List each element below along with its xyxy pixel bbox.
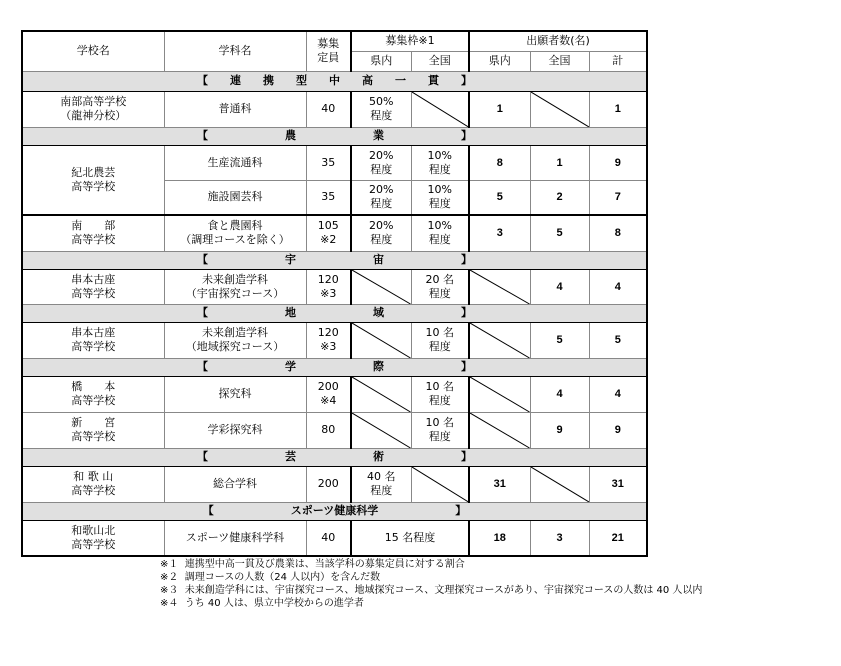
school-name: 和 歌 山 高等学校 [22, 466, 164, 502]
header-quota: 募集枠※1 [351, 31, 469, 51]
quota-nation: 10% 程度 [411, 145, 469, 180]
section-header: 【 地 域 】 [22, 304, 647, 322]
table-row [22, 215, 647, 251]
applicants-total: 8 [589, 215, 647, 251]
footnote-1: ※１ 連携型中高一貫及び農業は、当該学科の募集定員に対する割合 [160, 559, 465, 570]
applicants-total: 21 [589, 520, 647, 556]
applicants-pref: 1 [469, 91, 530, 127]
dept-name: スポーツ健康科学科 [164, 520, 306, 556]
capacity: 80 [306, 412, 351, 448]
header-school: 学校名 [22, 31, 164, 71]
applicants-table [21, 30, 648, 557]
dept-name: 学彩探究科 [164, 412, 306, 448]
quota-pref-na [351, 269, 411, 304]
quota-nation: 10 名 程度 [411, 322, 469, 358]
quota-pref: 50% 程度 [351, 91, 411, 127]
footnotes [160, 558, 702, 610]
school-name: 南部高等学校 （龍神分校） [22, 91, 164, 127]
capacity: 40 [306, 91, 351, 127]
applicants-total: 4 [589, 376, 647, 412]
header-app-pref: 県内 [469, 51, 530, 71]
dept-name: 生産流通科 [164, 145, 306, 180]
footnote-3: ※３ 未来創造学科には、宇宙探究コース、地域探究コース、文理探究コースがあり、宇宙探究コースの人数は 40 人以内 [160, 585, 703, 596]
applicants-pref: 8 [469, 145, 530, 180]
dept-name: 未来創造学科 （地域探究コース） [164, 322, 306, 358]
footnote-2: ※２ 調理コースの人数（24 人以内）を含んだ数 [160, 572, 381, 583]
applicants-nation-na [530, 91, 589, 127]
table-row [22, 145, 647, 180]
quota-nation-na [411, 466, 469, 502]
quota-pref: 20% 程度 [351, 180, 411, 215]
quota-nation-na [411, 91, 469, 127]
header-applicants: 出願者数(名) [469, 31, 647, 51]
capacity: 40 [306, 520, 351, 556]
quota-nation: 10% 程度 [411, 215, 469, 251]
dept-name: 探究科 [164, 376, 306, 412]
school-name: 橋 本 高等学校 [22, 376, 164, 412]
table-row [22, 91, 647, 127]
dept-name: 総合学科 [164, 466, 306, 502]
header-app-total: 計 [589, 51, 647, 71]
applicants-nation: 4 [530, 269, 589, 304]
table-row [22, 412, 647, 448]
school-name: 串本古座 高等学校 [22, 269, 164, 304]
dept-name: 食と農園科 （調理コースを除く） [164, 215, 306, 251]
applicants-nation: 5 [530, 215, 589, 251]
quota-pref: 20% 程度 [351, 215, 411, 251]
applicants-total: 7 [589, 180, 647, 215]
dept-name: 施設園芸科 [164, 180, 306, 215]
table-row [22, 520, 647, 556]
quota-pref-na [351, 376, 411, 412]
applicants-pref-na [469, 322, 530, 358]
capacity: 200 ※4 [306, 376, 351, 412]
capacity: 200 [306, 466, 351, 502]
school-name: 串本古座 高等学校 [22, 322, 164, 358]
quota-merged: 15 名程度 [351, 520, 469, 556]
header-app-nation: 全国 [530, 51, 589, 71]
applicants-pref: 5 [469, 180, 530, 215]
applicants-pref-na [469, 376, 530, 412]
school-name: 新 宮 高等学校 [22, 412, 164, 448]
section-header: 【 学 際 】 [22, 358, 647, 376]
capacity: 120 ※3 [306, 322, 351, 358]
school-name: 南 部 高等学校 [22, 215, 164, 251]
applicants-total: 1 [589, 91, 647, 127]
applicants-total: 9 [589, 145, 647, 180]
quota-nation: 10 名 程度 [411, 376, 469, 412]
applicants-nation: 4 [530, 376, 589, 412]
quota-nation: 10 名 程度 [411, 412, 469, 448]
applicants-pref: 31 [469, 466, 530, 502]
quota-pref-na [351, 322, 411, 358]
applicants-nation: 2 [530, 180, 589, 215]
applicants-nation: 3 [530, 520, 589, 556]
header-dept: 学科名 [164, 31, 306, 71]
applicants-total: 31 [589, 466, 647, 502]
quota-pref: 20% 程度 [351, 145, 411, 180]
applicants-total: 5 [589, 322, 647, 358]
table-row [22, 269, 647, 304]
table-row [22, 466, 647, 502]
dept-name: 未来創造学科 （宇宙探究コース） [164, 269, 306, 304]
applicants-pref-na [469, 412, 530, 448]
quota-pref-na [351, 412, 411, 448]
applicants-pref: 18 [469, 520, 530, 556]
quota-nation: 20 名 程度 [411, 269, 469, 304]
applicants-pref: 3 [469, 215, 530, 251]
section-header: 【 スポーツ健康科学 】 [22, 502, 647, 520]
capacity: 35 [306, 145, 351, 180]
section-header: 【 芸 術 】 [22, 448, 647, 466]
applicants-nation: 1 [530, 145, 589, 180]
applicants-nation-na [530, 466, 589, 502]
applicants-nation: 9 [530, 412, 589, 448]
applicants-nation: 5 [530, 322, 589, 358]
section-header: 【 連 携 型 中 高 一 貫 】 [22, 71, 647, 91]
capacity: 35 [306, 180, 351, 215]
header-quota-pref: 県内 [351, 51, 411, 71]
school-name: 和歌山北 高等学校 [22, 520, 164, 556]
dept-name: 普通科 [164, 91, 306, 127]
section-header: 【 宇 宙 】 [22, 251, 647, 269]
capacity: 105 ※2 [306, 215, 351, 251]
header-capacity: 募集 定員 [306, 31, 351, 71]
header-quota-nation: 全国 [411, 51, 469, 71]
applicants-total: 4 [589, 269, 647, 304]
applicants-pref-na [469, 269, 530, 304]
quota-pref: 40 名 程度 [351, 466, 411, 502]
capacity: 120 ※3 [306, 269, 351, 304]
applicants-total: 9 [589, 412, 647, 448]
footnote-4: ※４ うち 40 人は、県立中学校からの進学者 [160, 598, 364, 609]
table-row [22, 322, 647, 358]
table-row [22, 376, 647, 412]
quota-nation: 10% 程度 [411, 180, 469, 215]
school-name: 紀北農芸 高等学校 [22, 145, 164, 215]
section-header: 【 農 業 】 [22, 127, 647, 145]
